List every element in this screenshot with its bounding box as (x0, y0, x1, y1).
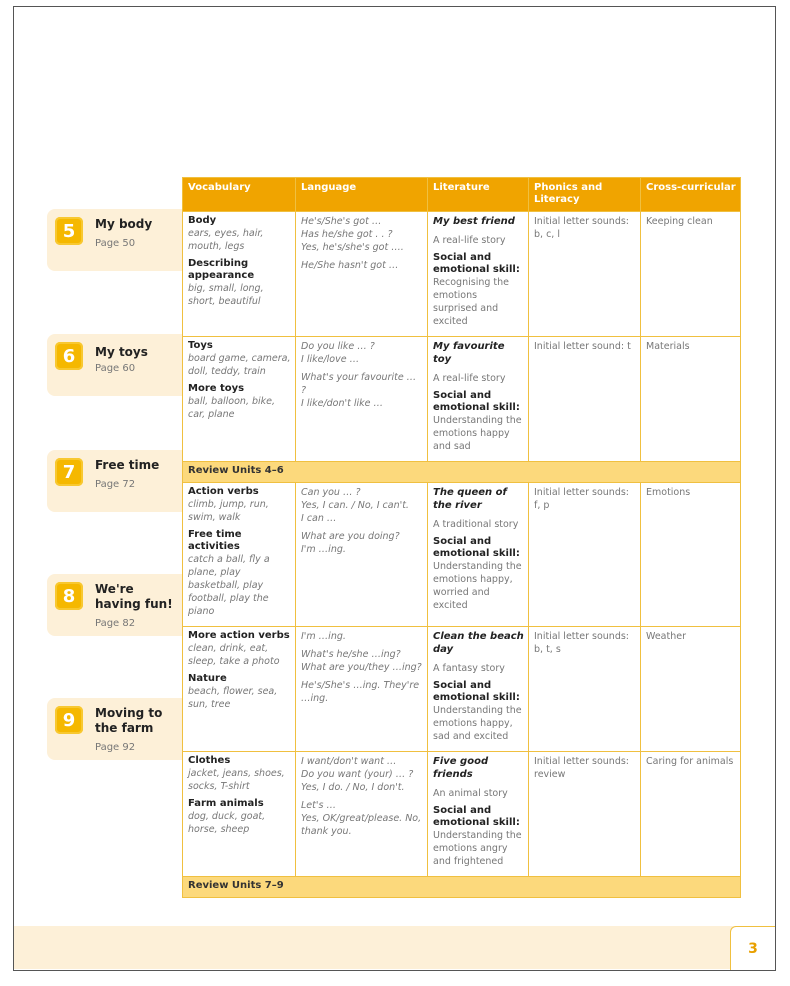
vocab-heading: Toys (188, 340, 213, 351)
phonics-text: Initial letter sounds: review (534, 756, 629, 780)
literature-cell (428, 337, 529, 462)
vocab-words: ball, balloon, bike, car, plane (188, 396, 276, 420)
story-type: An animal story (433, 788, 508, 799)
skill-label: Social and emotional skill: (433, 805, 520, 828)
language-line: What are you doing? (301, 531, 400, 542)
language-line: Yes, OK/great/please. No, thank you. (301, 813, 422, 837)
unit-number: 9 (55, 706, 83, 734)
skill-label: Social and emotional skill: (433, 252, 520, 275)
vocab-heading: Farm animals (188, 798, 264, 809)
language-line: I can … (301, 513, 337, 524)
unit-page: Page 50 (95, 238, 136, 249)
unit-number: 8 (55, 582, 83, 610)
cross-cell (641, 483, 741, 627)
language-line: Yes, he's/she's got …. (301, 242, 404, 253)
skill-label: Social and emotional skill: (433, 390, 520, 413)
vocab-cell (183, 627, 296, 752)
unit-number: 5 (55, 217, 83, 245)
phonics-text: Initial letter sound: t (534, 341, 631, 352)
vocab-heading: Nature (188, 673, 227, 684)
review-row (183, 462, 741, 483)
unit-tab-5[interactable] (47, 209, 182, 271)
vocab-words: ears, eyes, hair, mouth, legs (188, 228, 264, 252)
unit-page: Page 82 (95, 618, 136, 629)
phonics-text: Initial letter sounds: b, t, s (534, 631, 629, 655)
cross-cell (641, 337, 741, 462)
vocab-heading: Free time activities (188, 529, 242, 552)
story-title: The queen of the river (433, 487, 507, 511)
table-row-unit-6 (183, 337, 741, 462)
language-line: He/She hasn't got … (301, 260, 399, 271)
unit-title: Free time (95, 458, 160, 472)
col-vocabulary: Vocabulary (183, 178, 296, 212)
cross-text: Emotions (646, 487, 691, 498)
language-cell (296, 337, 428, 462)
col-phonics: Phonics and Literacy (529, 178, 641, 212)
vocab-words: catch a ball, fly a plane, play basketball, play football, play the piano (188, 554, 270, 617)
syllabus-table (182, 177, 741, 898)
vocab-heading: Clothes (188, 755, 231, 766)
vocab-words: board game, camera, doll, teddy, train (188, 353, 291, 377)
unit-tab-9[interactable] (47, 698, 182, 760)
phonics-text: Initial letter sounds: b, c, l (534, 216, 629, 240)
language-line: Let's … (301, 800, 336, 811)
vocab-words: climb, jump, run, swim, walk (188, 499, 269, 523)
vocab-words: big, small, long, short, beautiful (188, 283, 264, 307)
language-cell (296, 212, 428, 337)
skill-text: Understanding the emotions angry and frightened (433, 830, 522, 867)
vocab-words: jacket, jeans, shoes, socks, T-shirt (188, 768, 285, 792)
story-type: A real-life story (433, 373, 506, 384)
vocab-cell (183, 337, 296, 462)
story-title: Five good friends (433, 756, 489, 780)
vocab-words: clean, drink, eat, sleep, take a photo (188, 643, 280, 667)
unit-title: My body (95, 217, 153, 231)
story-title: My best friend (433, 216, 515, 227)
language-line: I'm …ing. (301, 631, 346, 642)
unit-title: We're having fun! (95, 582, 173, 611)
literature-cell (428, 212, 529, 337)
language-line: I want/don't want … (301, 756, 397, 767)
language-cell (296, 483, 428, 627)
story-title: My favourite toy (433, 341, 505, 365)
vocab-cell (183, 752, 296, 877)
table-row-unit-7 (183, 483, 741, 627)
cross-cell (641, 212, 741, 337)
language-line: Can you … ? (301, 487, 361, 498)
vocab-heading: Describing appearance (188, 258, 255, 281)
vocab-heading: More action verbs (188, 630, 290, 641)
cross-text: Weather (646, 631, 686, 642)
page-number: 3 (730, 926, 775, 970)
phonics-cell (529, 627, 641, 752)
literature-cell (428, 627, 529, 752)
table-row-unit-5 (183, 212, 741, 337)
skill-text: Understanding the emotions happy, sad and excited (433, 705, 522, 742)
cross-text: Caring for animals (646, 756, 734, 767)
header-row (183, 178, 741, 212)
vocab-cell (183, 483, 296, 627)
language-line: What's he/she …ing? What are you/they …ing? (301, 649, 422, 673)
unit-page: Page 92 (95, 742, 136, 753)
unit-title: Moving to the farm (95, 706, 163, 735)
phonics-cell (529, 483, 641, 627)
story-type: A real-life story (433, 235, 506, 246)
skill-text: Understanding the emotions happy, worried and excited (433, 561, 522, 611)
phonics-cell (529, 337, 641, 462)
skill-text: Understanding the emotions happy and sad (433, 415, 522, 452)
language-line: I like/don't like … (301, 398, 384, 409)
vocab-words: dog, duck, goat, horse, sheep (188, 811, 266, 835)
cross-text: Keeping clean (646, 216, 713, 227)
unit-tab-8[interactable] (47, 574, 182, 636)
vocab-cell (183, 212, 296, 337)
story-title: Clean the beach day (433, 631, 524, 655)
vocab-heading: More toys (188, 383, 245, 394)
unit-number: 6 (55, 342, 83, 370)
col-cross-curricular: Cross-curricular (641, 178, 741, 212)
unit-tab-6[interactable] (47, 334, 182, 396)
story-type: A fantasy story (433, 663, 505, 674)
language-cell (296, 752, 428, 877)
unit-page: Page 72 (95, 479, 136, 490)
phonics-text: Initial letter sounds: f, p (534, 487, 629, 511)
language-line: Has he/she got . . ? (301, 229, 393, 240)
phonics-cell (529, 212, 641, 337)
vocab-heading: Action verbs (188, 486, 259, 497)
review-label: Review Units 7–9 (183, 877, 741, 898)
language-line: Do you want (your) … ? (301, 769, 414, 780)
literature-cell (428, 483, 529, 627)
skill-text: Recognising the emotions surprised and excited (433, 277, 509, 327)
unit-number: 7 (55, 458, 83, 486)
story-type: A traditional story (433, 519, 519, 530)
skill-label: Social and emotional skill: (433, 536, 520, 559)
unit-tab-7[interactable] (47, 450, 182, 512)
language-line: He's/She's …ing. They're …ing. (301, 680, 420, 704)
footer-band (14, 926, 774, 969)
col-language: Language (296, 178, 428, 212)
cross-cell (641, 752, 741, 877)
language-line: Yes, I can. / No, I can't. (301, 500, 409, 511)
skill-label: Social and emotional skill: (433, 680, 520, 703)
unit-title: My toys (95, 345, 148, 359)
language-line: He's/She's got … (301, 216, 382, 227)
vocab-words: beach, flower, sea, sun, tree (188, 686, 278, 710)
literature-cell (428, 752, 529, 877)
cross-cell (641, 627, 741, 752)
col-literature: Literature (428, 178, 529, 212)
language-line: I like/love … (301, 354, 360, 365)
table-row-unit-8 (183, 627, 741, 752)
language-line: I'm …ing. (301, 544, 346, 555)
review-label: Review Units 4–6 (183, 462, 741, 483)
unit-page: Page 60 (95, 363, 136, 374)
table-row-unit-9 (183, 752, 741, 877)
language-cell (296, 627, 428, 752)
review-row (183, 877, 741, 898)
language-line: Yes, I do. / No, I don't. (301, 782, 405, 793)
language-line: What's your favourite … ? (301, 372, 417, 396)
cross-text: Materials (646, 341, 690, 352)
vocab-heading: Body (188, 215, 217, 226)
language-line: Do you like … ? (301, 341, 375, 352)
phonics-cell (529, 752, 641, 877)
